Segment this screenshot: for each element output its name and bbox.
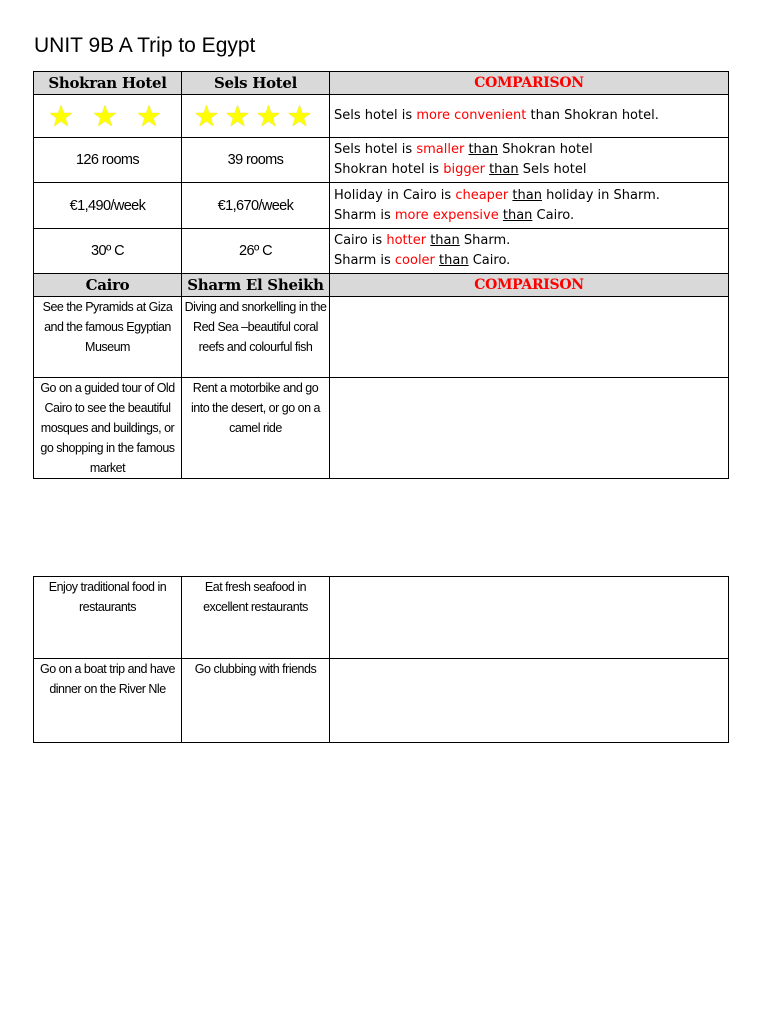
cmp-text: Shokran hotel [498,142,593,157]
sharm-activity: Rent a motorbike and go into the desert, or go on a camel ride [182,378,330,479]
sharm-temperature: 26º C [182,229,330,274]
activity-row [34,378,729,479]
cmp-adjective: more convenient [416,108,527,123]
header-cairo: Cairo [34,274,182,297]
activity-row [34,297,729,378]
cmp-than: than [502,207,533,223]
shokran-rooms: 126 rooms [34,138,182,183]
comparison-line [334,186,728,206]
comparison-price [330,183,729,229]
cmp-text: Sels hotel is [334,142,417,157]
cairo-activity: Enjoy traditional food in restaurants [34,577,182,659]
page-title: UNIT 9B A Trip to Egypt [34,34,256,57]
header-shokran-hotel: Shokran Hotel [34,72,182,95]
cairo-temperature: 30º C [34,229,182,274]
comparison-line [334,231,728,251]
cmp-than: than [468,142,498,157]
shokran-price: €1,490/week [34,183,182,229]
cmp-text: holiday in Sharm. [541,187,660,203]
header-sharm-el-sheikh: Sharm El Sheikh [182,274,330,297]
cmp-text: Cairo. [468,253,511,268]
cmp-than: than [489,162,519,177]
cmp-text: Sels hotel is [334,108,417,123]
cmp-text: Holiday in Cairo is [334,187,456,203]
cmp-text: Cairo is [334,233,387,248]
cmp-adjective: more expensive [394,207,499,223]
comparison-blank[interactable] [330,659,729,743]
cmp-text: Sels hotel [518,162,587,177]
sharm-activity: Go clubbing with friends [182,659,330,743]
sels-rooms: 39 rooms [182,138,330,183]
comparison-line [334,251,728,271]
price-row [34,183,729,229]
header-row [34,72,729,95]
header-sels-hotel: Sels Hotel [182,72,330,95]
cmp-text: Shokran hotel is [334,162,444,177]
cmp-adjective: smaller [416,142,465,157]
comparison-line [334,140,728,160]
comparison-blank[interactable] [330,577,729,659]
comparison-blank[interactable] [330,378,729,479]
activities-table-2 [33,576,729,743]
activity-row [34,577,729,659]
cmp-adjective: hotter [386,233,427,248]
comparison-line [334,160,728,180]
shokran-stars: ★ ★ ★ [34,95,182,138]
cmp-text: Sharm is [334,207,395,223]
cmp-than: than [512,187,542,203]
comparison-blank[interactable] [330,297,729,378]
header-comparison: COMPARISON [330,72,729,95]
comparison-rooms [330,138,729,183]
cmp-than: than [439,253,469,268]
comparison-temperature [330,229,729,274]
cmp-text: Sharm is [334,253,395,268]
cmp-text: than Shokran hotel. [526,108,659,123]
comparison-line [334,206,728,226]
comparison-stars [330,95,729,138]
header-row-destinations [34,274,729,297]
rooms-row [34,138,729,183]
cairo-activity: Go on a boat trip and have dinner on the River Nle [34,659,182,743]
temperature-row [34,229,729,274]
cmp-adjective: bigger [443,162,485,177]
cmp-text: Cairo. [532,207,575,223]
cmp-than: than [430,233,460,248]
cmp-adjective: cooler [394,253,435,268]
stars-row [34,95,729,138]
sharm-activity: Diving and snorkelling in the Red Sea –beautiful coral reefs and colourful fish [182,297,330,378]
sels-price: €1,670/week [182,183,330,229]
cmp-adjective: cheaper [455,187,509,203]
cairo-activity: Go on a guided tour of Old Cairo to see the beautiful mosques and buildings, or go shopping in the famous market [34,378,182,479]
hotel-comparison-table [33,71,729,479]
cmp-text: Sharm. [459,233,511,248]
sharm-activity: Eat fresh seafood in excellent restaurants [182,577,330,659]
sels-stars: ★★★★ [182,95,330,138]
header-comparison-2: COMPARISON [330,274,729,297]
cairo-activity: See the Pyramids at Giza and the famous Egyptian Museum [34,297,182,378]
activity-row [34,659,729,743]
